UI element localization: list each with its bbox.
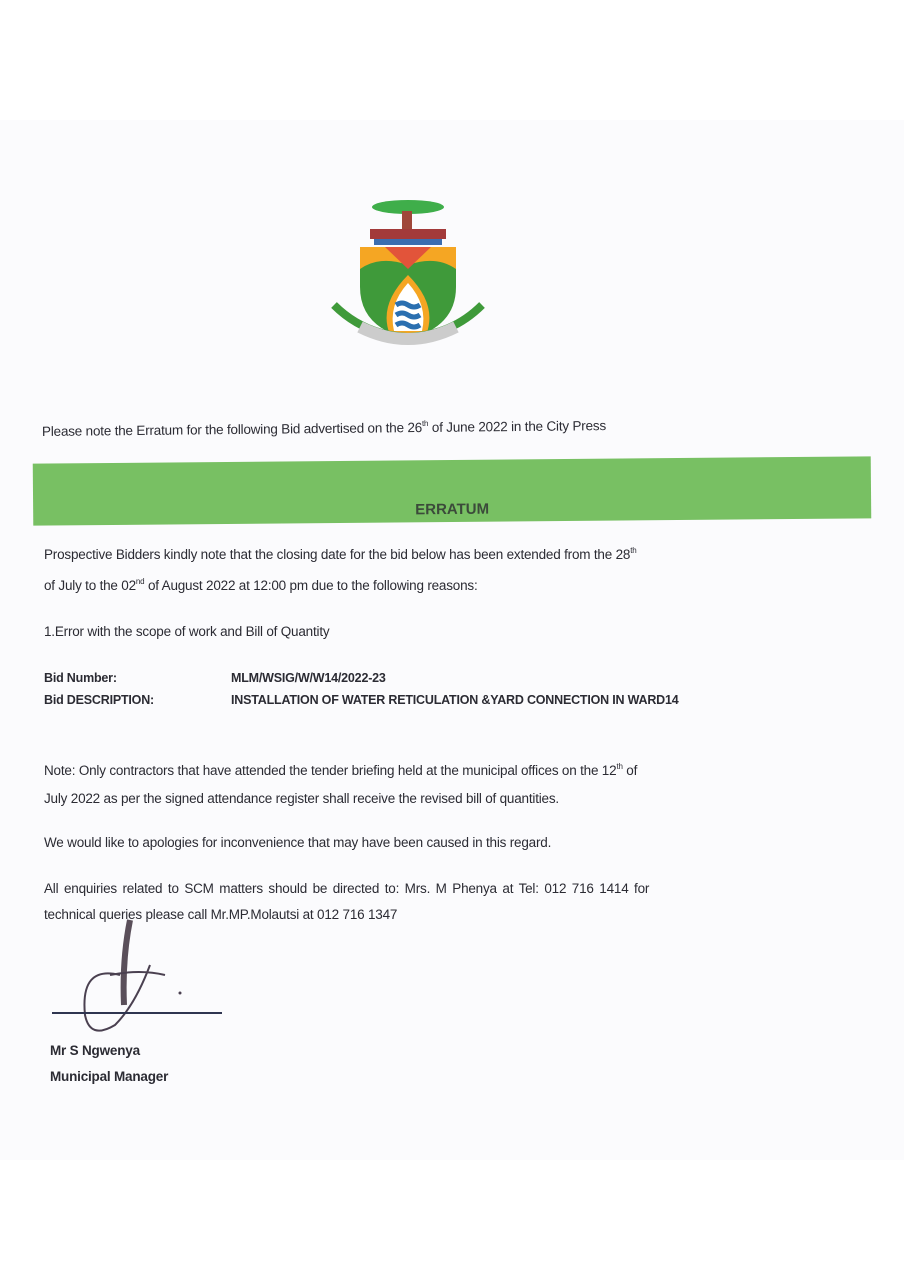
enquiries-line-1: All enquiries related to SCM matters should be directed to: Mrs. M Phenya at Tel: 012 716 1414 for	[44, 881, 650, 896]
erratum-banner	[33, 456, 872, 525]
apology-text: We would like to apologies for inconvenience that may have been caused in this regard.	[44, 835, 552, 850]
extension-line-2: of July to the 02nd of August 2022 at 12:00 pm due to the following reasons:	[44, 577, 478, 593]
enquiries-line-2: technical queries please call Mr.MP.Molautsi at 012 716 1347	[44, 907, 398, 922]
signatory-title: Municipal Manager	[50, 1069, 169, 1084]
erratum-heading: ERRATUM	[415, 500, 490, 519]
signature	[50, 915, 230, 1035]
signatory-name: Mr S Ngwenya	[50, 1043, 140, 1058]
note-line-2: July 2022 as per the signed attendance register shall receive the revised bill of quantities.	[44, 791, 559, 806]
bid-description-value: INSTALLATION OF WATER RETICULATION &YARD CONNECTION IN WARD14	[231, 693, 679, 707]
bid-description-label: Bid DESCRIPTION:	[44, 693, 154, 707]
bid-number-value: MLM/WSIG/W/W14/2022-23	[231, 671, 386, 685]
bid-number-label: Bid Number:	[44, 671, 117, 685]
intro-line: Please note the Erratum for the following Bid advertised on the 26th of June 2022 in the City Press	[41, 418, 607, 439]
reason-item: 1.Error with the scope of work and Bill of Quantity	[44, 624, 330, 639]
note-line-1: Note: Only contractors that have attended the tender briefing held at the municipal offices on the 12th of	[44, 762, 638, 778]
extension-line-1: Prospective Bidders kindly note that the closing date for the bid below has been extended from the 28th	[44, 546, 637, 562]
municipal-crest-logo	[330, 195, 490, 355]
